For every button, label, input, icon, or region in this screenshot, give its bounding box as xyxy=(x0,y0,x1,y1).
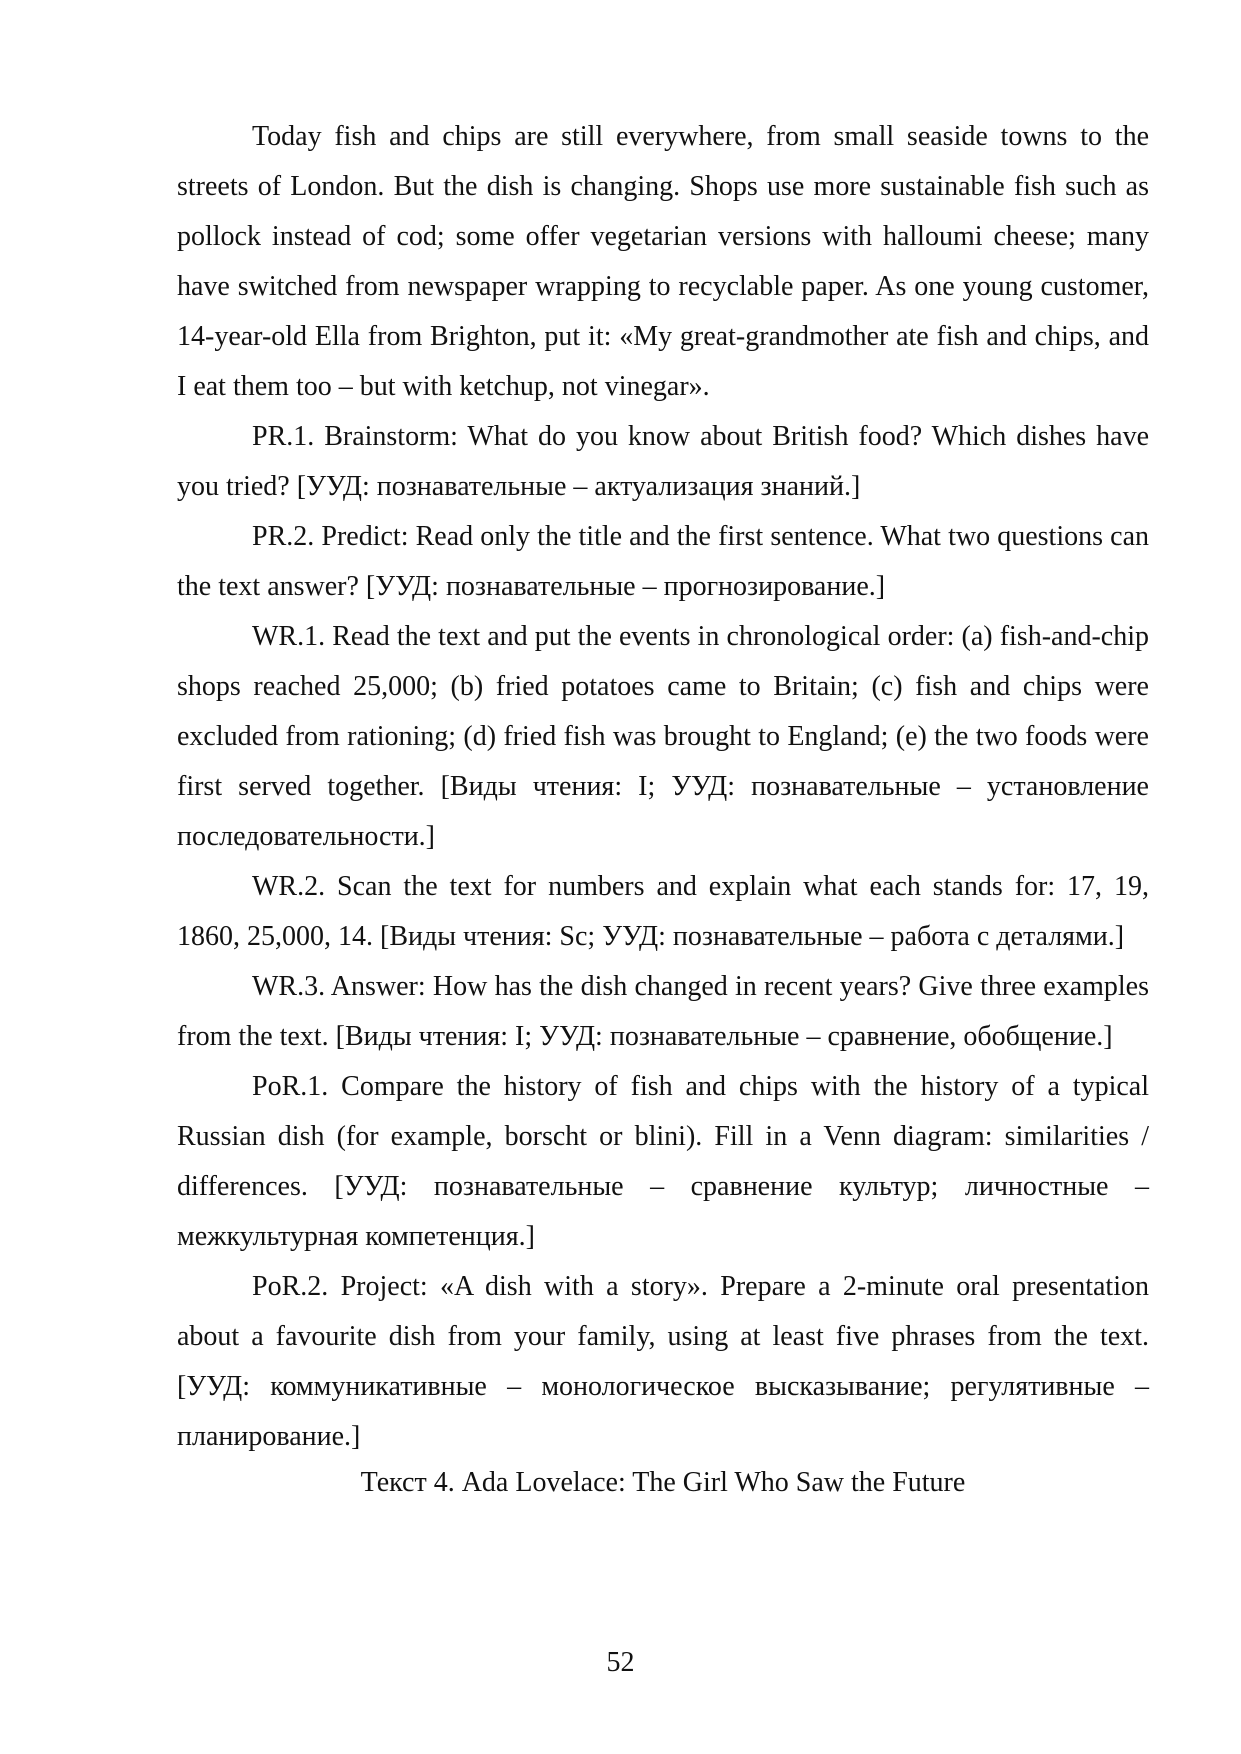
paragraph-intro: Today fish and chips are still everywhere, from small seaside towns to the streets of London. But the dish is changing. Shops use more sustainable fish such as pollock instead of cod; some offer vegetarian versions with halloumi cheese; many have switched from newspaper wrapping to recyclable paper. As one young customer, 14-year-old Ella from Brighton, put it: «My great-grandmother ate fish and chips, and I eat them too – but with ketchup, not vinegar». xyxy=(177,121,1149,402)
task-wr3: WR.3. Answer: How has the dish changed in recent years? Give three examples from the text. [Виды чтения: I; УУД: познавательные – сравнение, обобщение.] xyxy=(177,971,1149,1052)
task-pr2: PR.2. Predict: Read only the title and the first sentence. What two questions can the text answer? [УУД: познавательные – прогнозирование.] xyxy=(177,521,1149,602)
task-por2: PoR.2. Project: «A dish with a story». Prepare a 2-minute oral presentation about a favourite dish from your family, using at least five phrases from the text. [УУД: коммуникативные – монологическое высказывание; регулятивные – планирование.] xyxy=(177,1271,1149,1452)
task-por1: PoR.1. Compare the history of fish and chips with the history of a typical Russian dish (for example, borscht or blini). Fill in a Venn diagram: similarities / differences. [УУД: познавательные – сравнение культур; личностные – межкультурная компетенция.] xyxy=(177,1071,1149,1252)
next-text-heading: Текст 4. Ada Lovelace: The Girl Who Saw the Future xyxy=(360,1467,966,1498)
task-pr1: PR.1. Brainstorm: What do you know about British food? Which dishes have you tried? [УУД: познавательные – актуализация знаний.] xyxy=(177,421,1149,502)
document-page xyxy=(177,112,1149,1506)
task-wr2: WR.2. Scan the text for numbers and explain what each stands for: 17, 19, 1860, 25,000, 14. [Виды чтения: Sc; УУД: познавательные – работа с деталями.] xyxy=(177,871,1149,952)
task-wr1: WR.1. Read the text and put the events in chronological order: (a) fish-and-chip shops reached 25,000; (b) fried potatoes came to Britain; (c) fish and chips were excluded from rationing; (d) fried fish was brought to England; (e) the two foods were first served together. [Виды чтения: I; УУД: познавательные – установление последовательности.] xyxy=(177,621,1149,852)
page-number: 52 xyxy=(606,1647,635,1678)
